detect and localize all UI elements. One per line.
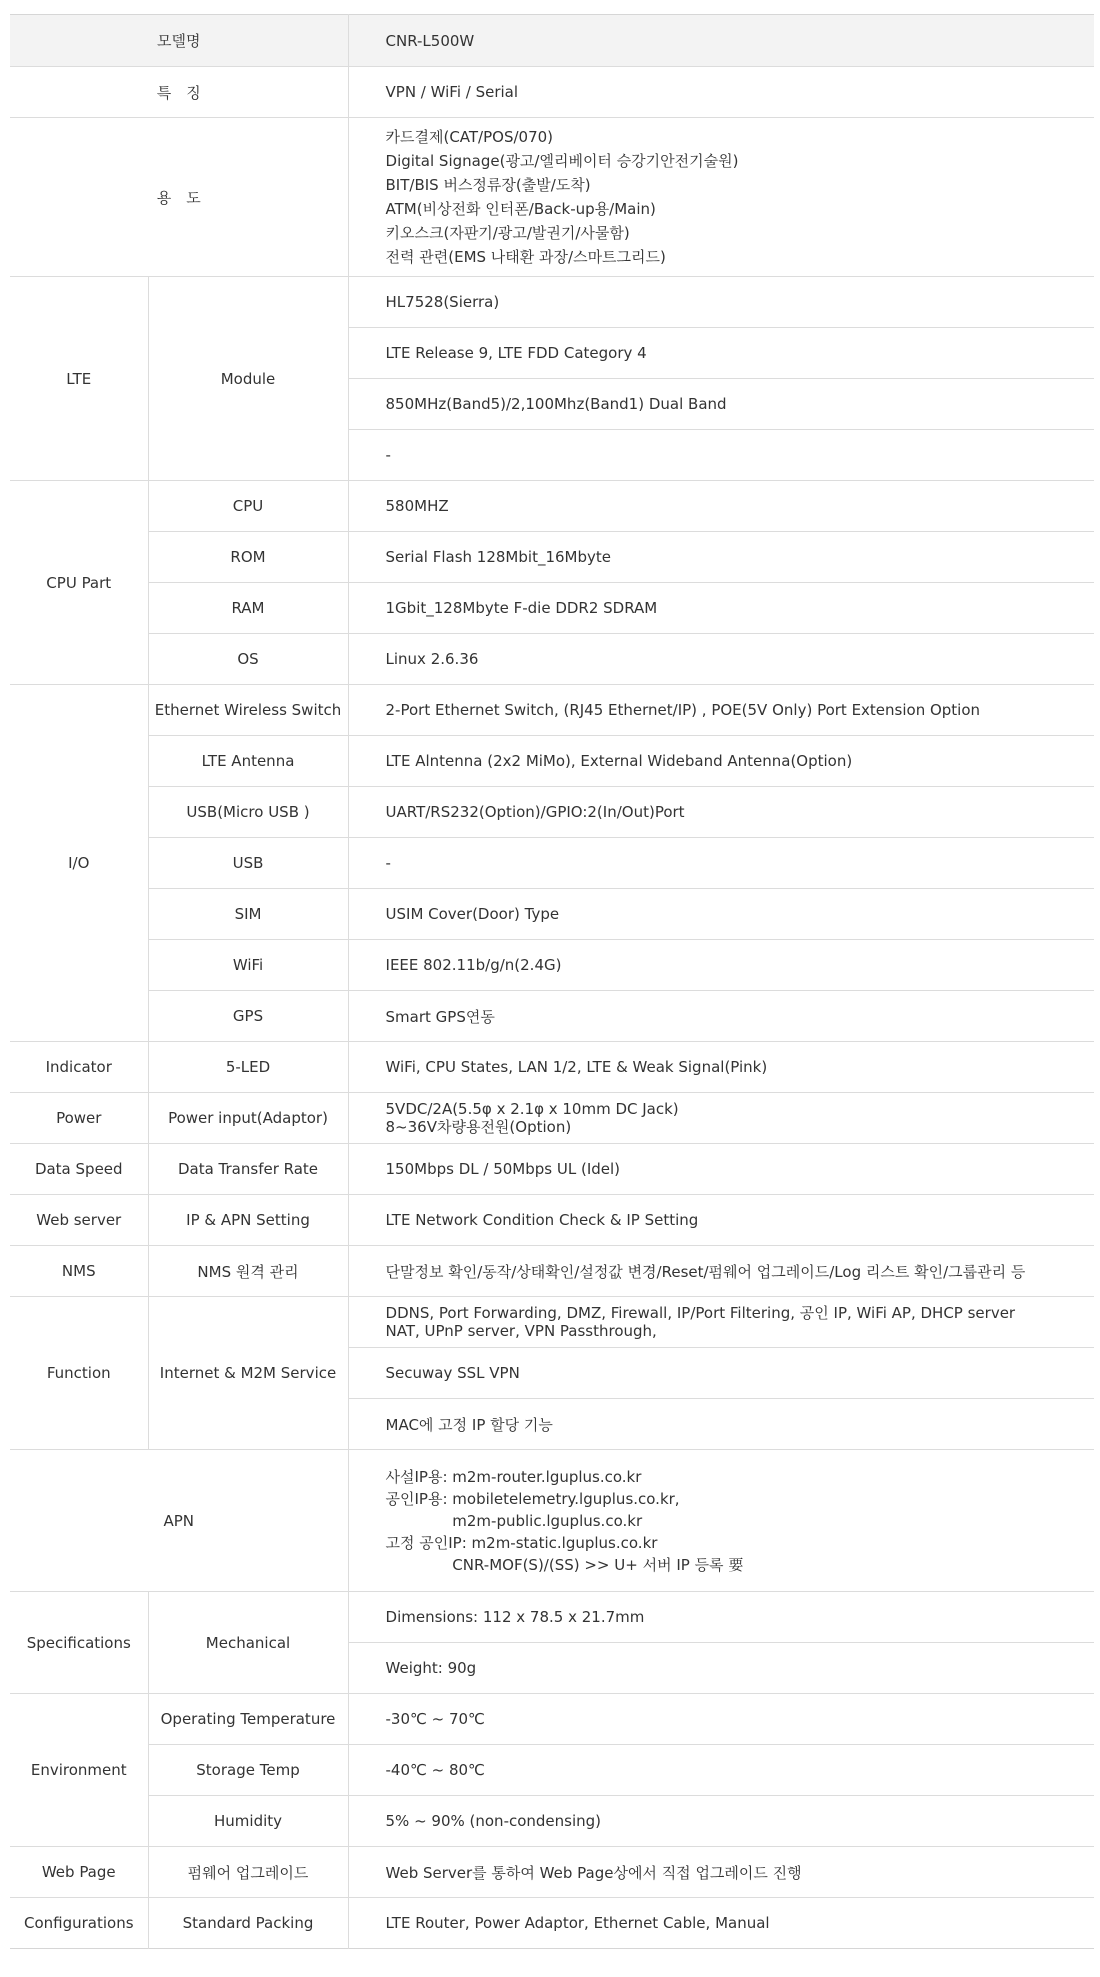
cpu-value: 580MHZ <box>348 481 1094 532</box>
row-config <box>10 1898 1094 1949</box>
power-label: Power input(Adaptor) <box>148 1093 348 1144</box>
row-feature <box>10 67 1094 118</box>
env-humidity-label: Humidity <box>148 1796 348 1847</box>
model-value: CNR-L500W <box>348 15 1094 67</box>
row-dataspeed <box>10 1144 1094 1195</box>
specs-group-label: Specifications <box>10 1592 148 1694</box>
row-webpage <box>10 1847 1094 1898</box>
indicator-group-label: Indicator <box>10 1042 148 1093</box>
lte-value: - <box>348 430 1094 481</box>
io-usb-label: USB <box>148 838 348 889</box>
row-os <box>10 634 1094 685</box>
cpu-label: CPU <box>148 481 348 532</box>
specs-value: Dimensions: 112 x 78.5 x 21.7mm <box>348 1592 1094 1643</box>
row-io-ethernet <box>10 685 1094 736</box>
io-microusb-value: UART/RS232(Option)/GPIO:2(In/Out)Port <box>348 787 1094 838</box>
env-operating-value: -30℃ ~ 70℃ <box>348 1694 1094 1745</box>
ram-label: RAM <box>148 583 348 634</box>
env-storage-value: -40℃ ~ 80℃ <box>348 1745 1094 1796</box>
function-value: Secuway SSL VPN <box>348 1348 1094 1399</box>
rom-value: Serial Flash 128Mbit_16Mbyte <box>348 532 1094 583</box>
env-humidity-value: 5% ~ 90% (non-condensing) <box>348 1796 1094 1847</box>
io-ethernet-value: 2-Port Ethernet Switch, (RJ45 Ethernet/IP) , POE(5V Only) Port Extension Option <box>348 685 1094 736</box>
row-env-storage <box>10 1745 1094 1796</box>
row-io-antenna <box>10 736 1094 787</box>
lte-group-label: LTE <box>10 277 148 481</box>
io-antenna-value: LTE Alntenna (2x2 MiMo), External Wideband Antenna(Option) <box>348 736 1094 787</box>
row-io-wifi <box>10 940 1094 991</box>
function-group-label: Function <box>10 1297 148 1450</box>
row-io-microusb <box>10 787 1094 838</box>
apn-value: 사설IP용: m2m-router.lguplus.co.kr 공인IP용: mobiletelemetry.lguplus.co.kr, m2m-public.lguplus.co.kr 고정 공인IP: m2m-static.lguplus.co.kr CNR-MOF(S)/(SS) >> U+ 서버 IP 등록 要 <box>385 1467 744 1574</box>
io-sim-value: USIM Cover(Door) Type <box>348 889 1094 940</box>
config-group-label: Configurations <box>10 1898 148 1949</box>
io-usb-value: - <box>348 838 1094 889</box>
specs-value: Weight: 90g <box>348 1643 1094 1694</box>
row-env-operating <box>10 1694 1094 1745</box>
dataspeed-value: 150Mbps DL / 50Mbps UL (Idel) <box>348 1144 1094 1195</box>
nms-value: 단말정보 확인/동작/상태확인/설정값 변경/Reset/펌웨어 업그레이드/Log 리스트 확인/그룹관리 등 <box>348 1246 1094 1297</box>
row-rom <box>10 532 1094 583</box>
row-specs-1 <box>10 1592 1094 1643</box>
row-function-1 <box>10 1297 1094 1348</box>
rom-label: ROM <box>148 532 348 583</box>
dataspeed-group-label: Data Speed <box>10 1144 148 1195</box>
power-value: 5VDC/2A(5.5φ x 2.1φ x 10mm DC Jack) 8~36V차량용전원(Option) <box>385 1100 679 1136</box>
feature-value: VPN / WiFi / Serial <box>348 67 1094 118</box>
usage-value: 카드결제(CAT/POS/070) Digital Signage(광고/엘리베이터 승강기안전기술원) BIT/BIS 버스정류장(출발/도착) ATM(비상전화 인터폰/Back-up용/Main) 키오스크(자판기/광고/발권기/사물함) 전력 관련(EMS 나태환 과장/스마트그리드) <box>385 128 739 266</box>
model-label: 모델명 <box>10 15 348 67</box>
io-gps-label: GPS <box>148 991 348 1042</box>
io-wifi-label: WiFi <box>148 940 348 991</box>
os-value: Linux 2.6.36 <box>348 634 1094 685</box>
io-sim-label: SIM <box>148 889 348 940</box>
row-apn <box>10 1450 1094 1592</box>
row-indicator <box>10 1042 1094 1093</box>
row-cpu <box>10 481 1094 532</box>
webserver-group-label: Web server <box>10 1195 148 1246</box>
env-operating-label: Operating Temperature <box>148 1694 348 1745</box>
usage-label: 용 도 <box>10 118 348 277</box>
function-value: MAC에 고정 IP 할당 기능 <box>348 1399 1094 1450</box>
row-usage <box>10 118 1094 277</box>
specs-label: Mechanical <box>148 1592 348 1694</box>
cpu-group-label: CPU Part <box>10 481 148 685</box>
row-io-sim <box>10 889 1094 940</box>
io-ethernet-label: Ethernet Wireless Switch <box>148 685 348 736</box>
indicator-label: 5-LED <box>148 1042 348 1093</box>
row-nms <box>10 1246 1094 1297</box>
os-label: OS <box>148 634 348 685</box>
indicator-value: WiFi, CPU States, LAN 1/2, LTE & Weak Signal(Pink) <box>348 1042 1094 1093</box>
io-group-label: I/O <box>10 685 148 1042</box>
row-io-gps <box>10 991 1094 1042</box>
row-ram <box>10 583 1094 634</box>
row-model <box>10 15 1094 67</box>
row-lte-1 <box>10 277 1094 328</box>
environment-group-label: Environment <box>10 1694 148 1847</box>
io-antenna-label: LTE Antenna <box>148 736 348 787</box>
lte-module-label: Module <box>148 277 348 481</box>
webserver-label: IP & APN Setting <box>148 1195 348 1246</box>
lte-value: 850MHz(Band5)/2,100Mhz(Band1) Dual Band <box>348 379 1094 430</box>
env-storage-label: Storage Temp <box>148 1745 348 1796</box>
spec-table <box>10 14 1094 1949</box>
row-power <box>10 1093 1094 1144</box>
apn-label: APN <box>10 1450 348 1592</box>
io-microusb-label: USB(Micro USB ) <box>148 787 348 838</box>
row-webserver <box>10 1195 1094 1246</box>
row-io-usb <box>10 838 1094 889</box>
feature-label: 특 징 <box>10 67 348 118</box>
config-label: Standard Packing <box>148 1898 348 1949</box>
nms-group-label: NMS <box>10 1246 148 1297</box>
lte-value: HL7528(Sierra) <box>348 277 1094 328</box>
lte-value: LTE Release 9, LTE FDD Category 4 <box>348 328 1094 379</box>
row-env-humidity <box>10 1796 1094 1847</box>
nms-label: NMS 원격 관리 <box>148 1246 348 1297</box>
io-gps-value: Smart GPS연동 <box>348 991 1094 1042</box>
webpage-group-label: Web Page <box>10 1847 148 1898</box>
webpage-label: 펌웨어 업그레이드 <box>148 1847 348 1898</box>
webpage-value: Web Server를 통하여 Web Page상에서 직접 업그레이드 진행 <box>348 1847 1094 1898</box>
function-value: DDNS, Port Forwarding, DMZ, Firewall, IP/Port Filtering, 공인 IP, WiFi AP, DHCP server NAT, UPnP server, VPN Passthrough, <box>385 1304 1016 1340</box>
webserver-value: LTE Network Condition Check & IP Setting <box>348 1195 1094 1246</box>
ram-value: 1Gbit_128Mbyte F-die DDR2 SDRAM <box>348 583 1094 634</box>
power-group-label: Power <box>10 1093 148 1144</box>
io-wifi-value: IEEE 802.11b/g/n(2.4G) <box>348 940 1094 991</box>
function-label: Internet & M2M Service <box>148 1297 348 1450</box>
config-value: LTE Router, Power Adaptor, Ethernet Cable, Manual <box>385 1914 770 1932</box>
dataspeed-label: Data Transfer Rate <box>148 1144 348 1195</box>
